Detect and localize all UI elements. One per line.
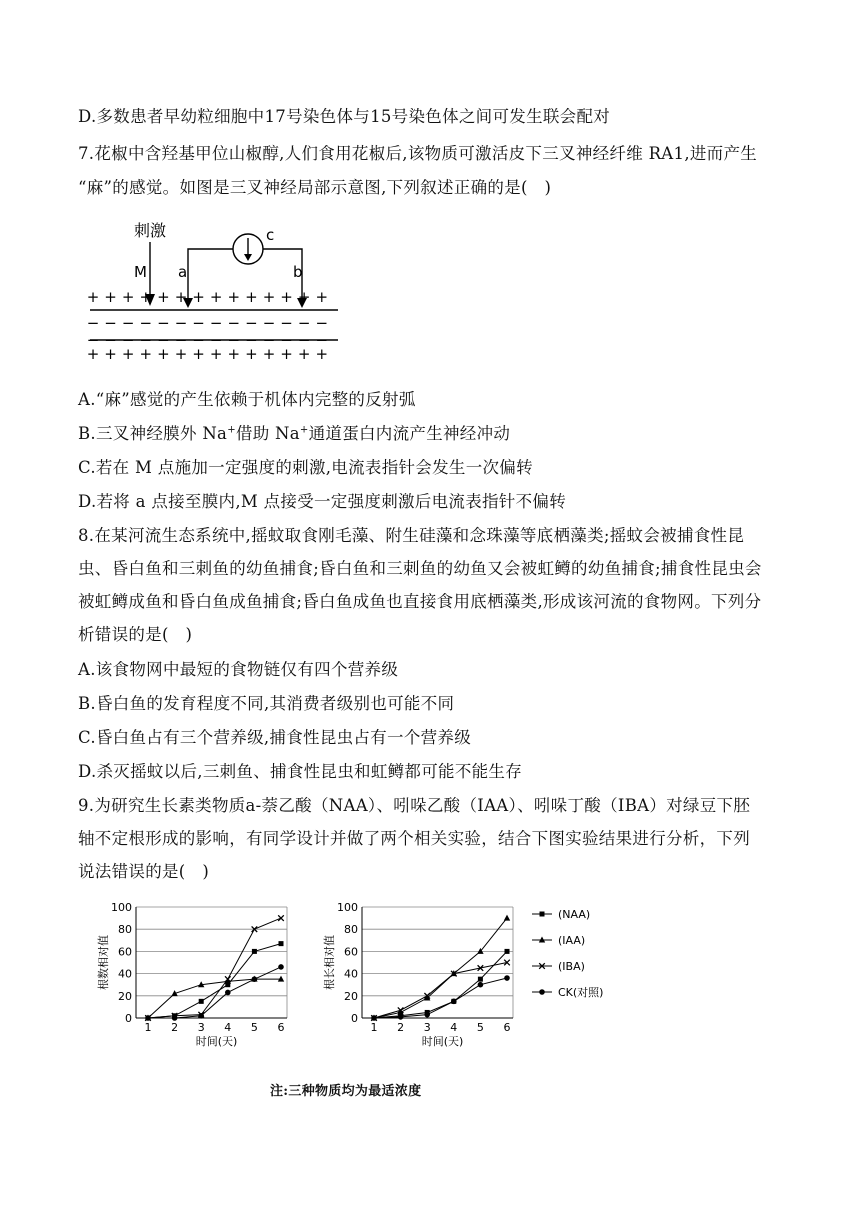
x-tick-label: 3 <box>423 1021 431 1034</box>
series-line <box>148 944 281 1018</box>
data-point <box>478 982 484 988</box>
data-point <box>278 964 284 970</box>
minus-sign: − <box>209 331 223 349</box>
plus-sign: + <box>280 288 293 306</box>
minus-sign: − <box>104 331 117 349</box>
plus-sign: + <box>262 288 276 306</box>
data-point <box>478 977 483 982</box>
y-tick-label: 60 <box>344 945 358 959</box>
data-point <box>225 990 231 996</box>
series-line <box>374 963 507 1019</box>
series-x <box>371 960 510 1021</box>
x-tick-label: 6 <box>277 1021 285 1034</box>
minus-sign: − <box>245 314 258 332</box>
nerve-diagram <box>88 214 348 369</box>
minus-sign: − <box>262 331 276 349</box>
y-tick-label: 0 <box>125 1012 132 1025</box>
q7-stem-line2: “麻”的感觉。如图是三叉神经局部示意图,下列叙述正确的是( ) <box>78 178 552 197</box>
series-line <box>374 918 507 1018</box>
x-axis-label: 时间(天) <box>421 1035 464 1048</box>
data-point <box>451 999 457 1005</box>
plus-sign: + <box>121 288 135 306</box>
x-tick-label: 5 <box>476 1021 484 1034</box>
plus-sign: + <box>315 345 329 363</box>
minus-sign: − <box>315 314 329 332</box>
x-tick-label: 6 <box>503 1021 511 1034</box>
plus-sign: + <box>209 288 223 306</box>
minus-sign: − <box>280 331 293 349</box>
minus-sign: − <box>121 314 135 332</box>
plus-sign: + <box>121 345 135 363</box>
series-triangle <box>145 976 284 1021</box>
q8-stem-line4: 析错误的是( ) <box>78 625 193 644</box>
minus-sign: − <box>209 314 223 332</box>
plus-sign: + <box>297 288 311 306</box>
x-axis-label: 时间(天) <box>195 1035 238 1048</box>
x-tick-label: 5 <box>250 1021 258 1034</box>
minus-sign: − <box>121 331 135 349</box>
plus-sign: + <box>104 288 117 306</box>
q9-stem-line2: 轴不定根形成的影响，有同学设计并做了两个相关实验，结合下图实验结果进行分析，下列 <box>78 829 750 848</box>
data-point <box>504 915 510 921</box>
q8-option-b: B.昏白鱼的发育程度不同,其消费者级别也可能不同 <box>78 694 455 713</box>
minus-sign: − <box>297 331 311 349</box>
data-point <box>279 941 284 946</box>
y-tick-label: 40 <box>118 967 132 981</box>
x-tick-label: 2 <box>171 1021 179 1034</box>
data-point <box>424 1012 430 1018</box>
data-point <box>504 975 510 981</box>
legend-label: (NAA) <box>558 908 591 921</box>
point-m-label: M <box>134 263 147 281</box>
minus-sign: − <box>174 314 188 332</box>
minus-sign: − <box>157 331 170 349</box>
minus-sign: − <box>86 331 100 349</box>
plus-sign: + <box>227 288 241 306</box>
y-axis-label: 根数相对值 <box>97 935 110 990</box>
plus-sign: + <box>245 288 258 306</box>
legend-entry <box>532 960 585 973</box>
chart-note: 注:三种物质均为最适浓度 <box>270 1084 422 1099</box>
plus-sign: + <box>139 288 153 306</box>
chart-root-count <box>92 895 292 1055</box>
minus-sign: − <box>262 314 276 332</box>
q8-stem-line1: 8.在某河流生态系统中,摇蚊取食刚毛藻、附生硅藻和念珠藻等底栖藻类;摇蚊会被捕食性昆 <box>78 526 745 545</box>
minus-sign: − <box>174 331 188 349</box>
y-axis-label: 根长相对值 <box>323 935 336 990</box>
minus-sign: − <box>139 314 153 332</box>
stimulus-label: 刺激 <box>134 221 167 240</box>
x-tick-label: 4 <box>224 1021 232 1034</box>
plus-sign: + <box>245 345 258 363</box>
minus-sign: − <box>157 314 170 332</box>
data-point <box>505 949 510 954</box>
plus-sign: + <box>104 345 117 363</box>
minus-sign: − <box>192 314 205 332</box>
legend-entry <box>532 934 585 947</box>
plus-sign: + <box>157 288 170 306</box>
q6-option-d: D.多数患者早幼粒细胞中17号染色体与15号染色体之间可发生联会配对 <box>78 107 611 126</box>
minus-sign: − <box>227 314 241 332</box>
plus-sign: + <box>192 288 205 306</box>
data-point <box>252 949 257 954</box>
series-triangle <box>371 915 510 1021</box>
q7-option-c: C.若在 M 点施加一定强度的刺激,电流表指针会发生一次偏转 <box>78 458 533 477</box>
data-point <box>539 989 545 995</box>
legend-label: (IAA) <box>558 934 586 947</box>
q8-option-a: A.该食物网中最短的食物链仅有四个营养级 <box>78 660 399 679</box>
minus-sign: − <box>104 314 117 332</box>
series-x <box>145 915 284 1021</box>
series-line <box>148 979 281 1018</box>
q7-option-d: D.若将 a 点接至膜内,M 点接受一定强度刺激后电流表指针不偏转 <box>78 492 566 511</box>
y-tick-label: 40 <box>344 967 358 981</box>
legend-label: (IBA) <box>558 960 585 973</box>
plus-sign: + <box>209 345 223 363</box>
chart-legend <box>528 900 638 1010</box>
plus-sign: + <box>192 345 205 363</box>
plus-sign: + <box>174 345 188 363</box>
ammeter-label: c <box>266 226 275 244</box>
minus-sign: − <box>192 331 205 349</box>
plus-sign: + <box>315 288 329 306</box>
y-tick-label: 100 <box>111 901 132 914</box>
minus-sign: − <box>297 314 311 332</box>
data-point <box>172 1015 178 1021</box>
y-tick-label: 80 <box>118 923 132 937</box>
data-point <box>198 1013 204 1019</box>
chart-root-length <box>318 895 518 1055</box>
y-tick-label: 0 <box>351 1012 358 1025</box>
legend-entry <box>532 985 603 999</box>
q7-option-b: B.三叉神经膜外 Na+借助 Na+通道蛋白内流产生神经冲动 <box>78 424 511 443</box>
x-tick-label: 1 <box>370 1021 378 1034</box>
minus-sign: − <box>280 314 293 332</box>
x-tick-label: 1 <box>144 1021 152 1034</box>
data-point <box>252 976 258 982</box>
series-square <box>146 941 284 1020</box>
data-point <box>145 1015 151 1021</box>
point-a-label: a <box>178 263 188 281</box>
y-tick-label: 60 <box>118 945 132 959</box>
minus-sign: − <box>227 331 241 349</box>
data-point <box>398 1014 404 1020</box>
q9-stem-line1: 9.为研究生长素类物质a-萘乙酸（NAA）、吲哚乙酸（IAA）、吲哚丁酸（IBA）对绿豆下胚 <box>78 796 751 815</box>
plus-sign: + <box>86 345 100 363</box>
data-point <box>278 915 284 921</box>
x-tick-label: 4 <box>450 1021 458 1034</box>
data-point <box>371 1015 377 1021</box>
plus-sign: + <box>297 345 311 363</box>
y-tick-label: 100 <box>337 901 358 914</box>
plus-sign: + <box>86 288 100 306</box>
x-tick-label: 2 <box>397 1021 405 1034</box>
plus-sign: + <box>227 345 241 363</box>
minus-sign: − <box>315 331 329 349</box>
q8-stem-line3: 被虹鳟成鱼和昏白鱼成鱼捕食;昏白鱼成鱼也直接食用底栖藻类,形成该河流的食物网。下列分 <box>78 592 762 611</box>
y-tick-label: 20 <box>344 989 358 1003</box>
plus-sign: + <box>174 288 188 306</box>
minus-sign: − <box>245 331 258 349</box>
point-b-label: b <box>293 263 303 281</box>
q8-option-d: D.杀灭摇蚊以后,三刺鱼、捕食性昆虫和虹鳟都可能不能生存 <box>78 762 523 781</box>
plus-sign: + <box>157 345 170 363</box>
q9-stem-line3: 说法错误的是( ) <box>78 862 210 881</box>
x-tick-label: 3 <box>197 1021 205 1034</box>
y-tick-label: 20 <box>118 989 132 1003</box>
minus-sign: − <box>86 314 100 332</box>
minus-sign: − <box>139 331 153 349</box>
q8-stem-line2: 虫、昏白鱼和三刺鱼的幼鱼捕食;昏白鱼和三刺鱼的幼鱼又会被虹鳟的幼鱼捕食;捕食性昆虫会 <box>78 559 762 578</box>
plus-sign: + <box>262 345 276 363</box>
q8-option-c: C.昏白鱼占有三个营养级,捕食性昆虫占有一个营养级 <box>78 728 472 747</box>
plus-sign: + <box>280 345 293 363</box>
q7-stem-line1: 7.花椒中含羟基甲位山椒醇,人们食用花椒后,该物质可激活皮下三叉神经纤维 RA1,进而产生 <box>78 144 758 163</box>
y-tick-label: 80 <box>344 923 358 937</box>
q7-option-a: A.“麻”感觉的产生依赖于机体内完整的反射弧 <box>78 390 416 409</box>
data-point <box>199 999 204 1004</box>
plus-sign: + <box>139 345 153 363</box>
legend-entry <box>532 908 590 921</box>
data-point <box>540 912 545 917</box>
legend-label: CK(对照) <box>558 986 604 999</box>
series-line <box>148 918 281 1018</box>
